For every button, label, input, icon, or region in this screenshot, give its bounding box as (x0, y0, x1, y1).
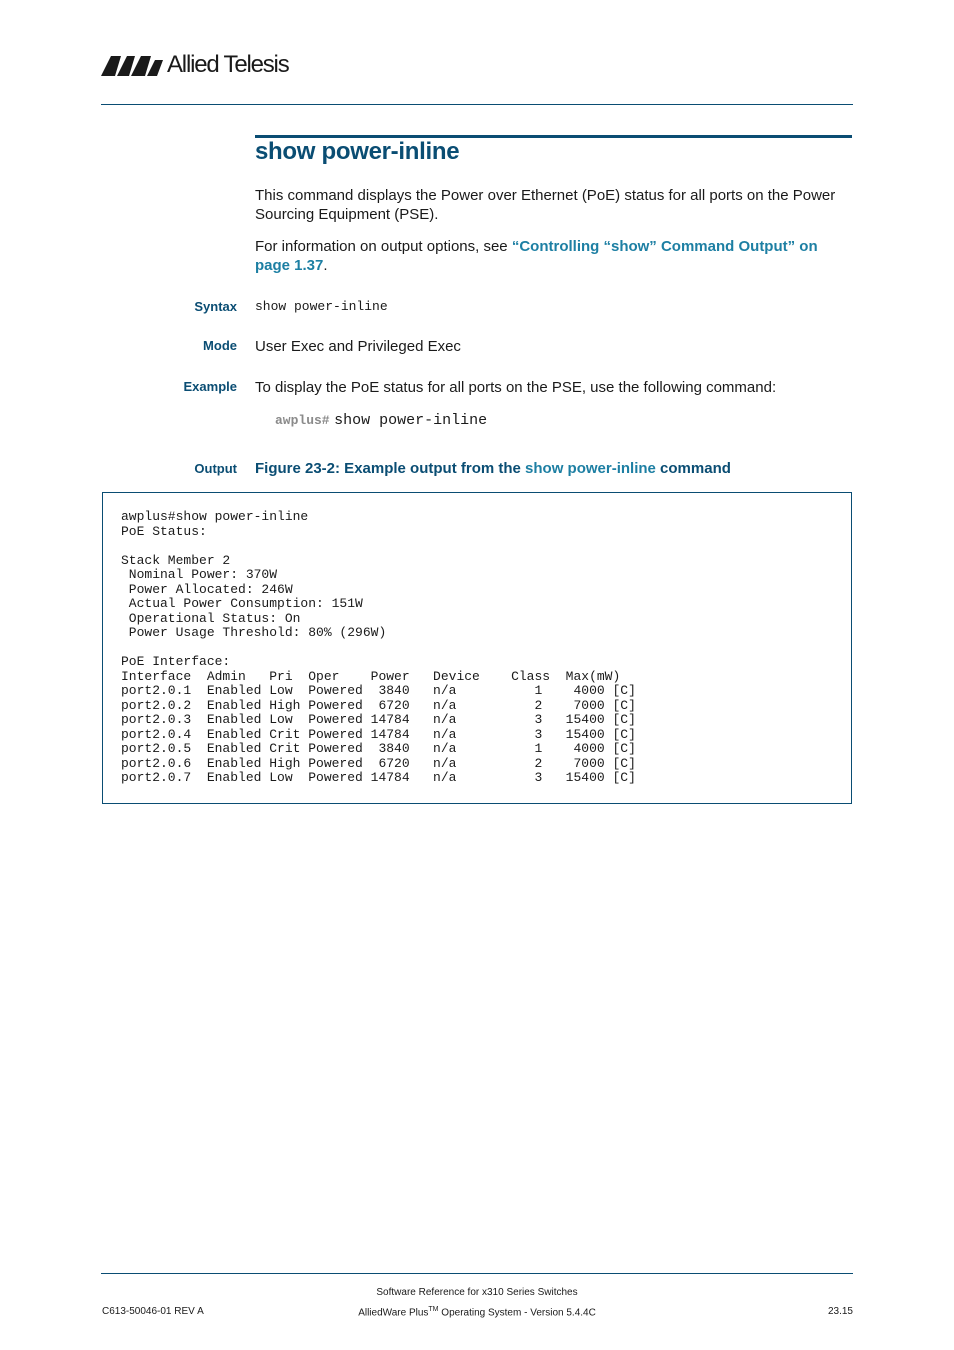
brand-name: Allied Telesis (167, 51, 289, 78)
trademark-mark: TM (428, 1306, 439, 1313)
footer-os-suffix: Operating System - Version 5.4.4C (438, 1307, 596, 1319)
footer-doc-title: Software Reference for x310 Series Switches (376, 1287, 578, 1298)
output-line: Stack Member 2 (121, 552, 231, 568)
output-line: Interface Admin Pri Oper Power Device Class Max(mW) (121, 668, 621, 684)
footer-rule (101, 1273, 853, 1274)
mode-label: Mode (203, 338, 237, 353)
syntax-label: Syntax (194, 299, 237, 314)
footer-doc-id: C613-50046-01 REV A (102, 1306, 204, 1317)
output-line: Power Allocated: 246W (121, 581, 293, 597)
example-text: To display the PoE status for all ports on the PSE, use the following command: (255, 379, 777, 396)
allied-telesis-logo-icon (101, 54, 163, 76)
example-command-text: show power-inline (334, 412, 488, 429)
header-rule (101, 104, 853, 105)
info-prefix: For information on output options, see (255, 238, 512, 255)
syntax-value: show power-inline (255, 299, 388, 314)
footer-os-prefix: AlliedWare Plus (358, 1307, 429, 1319)
page-title: show power-inline (255, 138, 460, 165)
output-line: port2.0.5 Enabled Crit Powered 3840 n/a 1 4000 [C] (121, 741, 636, 756)
output-code (121, 510, 636, 786)
output-options-link[interactable]: “Controlling “show” Command Output” on page 1.37 (255, 238, 818, 274)
info-suffix: . (323, 257, 328, 274)
output-line: Power Usage Threshold: 80% (296W) (121, 625, 387, 640)
output-label: Output (194, 461, 237, 476)
output-line: port2.0.7 Enabled Low Powered 14784 n/a 3 15400 [C] (121, 770, 636, 785)
mode-value: User Exec and Privileged Exec (255, 338, 461, 355)
output-line: port2.0.3 Enabled Low Powered 14784 n/a 3 15400 [C] (121, 712, 636, 727)
figure-caption (255, 460, 731, 477)
output-line: port2.0.6 Enabled High Powered 6720 n/a 2 7000 [C] (121, 755, 636, 771)
output-line: port2.0.4 Enabled Crit Powered 14784 n/a 3 15400 [C] (121, 726, 636, 742)
output-line: Actual Power Consumption: 151W (121, 596, 363, 611)
output-line: port2.0.1 Enabled Low Powered 3840 n/a 1 4000 [C] (121, 683, 636, 698)
output-line: Nominal Power: 370W (121, 567, 278, 582)
output-line: awplus#show power-inline (121, 509, 309, 524)
output-code-box (102, 492, 852, 804)
output-line: port2.0.2 Enabled High Powered 6720 n/a 2 7000 [C] (121, 697, 636, 713)
output-line: PoE Status: (121, 523, 207, 539)
caption-prefix: Figure 23-2: Example output from the (255, 460, 526, 477)
output-line: PoE Interface: (121, 654, 231, 669)
output-line: Operational Status: On (121, 610, 301, 626)
example-prompt: awplus# (275, 413, 330, 428)
example-label: Example (183, 379, 237, 394)
description: This command displays the Power over Ethernet (PoE) status for all ports on the Power Sourcing Equipment (PSE). (255, 187, 836, 223)
footer-page-number: 23.15 (827, 1306, 853, 1317)
example-command (275, 411, 487, 429)
caption-suffix: command (655, 460, 731, 477)
brand-logo (101, 52, 289, 78)
info-paragraph (255, 237, 855, 275)
caption-command: show power-inline (525, 460, 656, 477)
